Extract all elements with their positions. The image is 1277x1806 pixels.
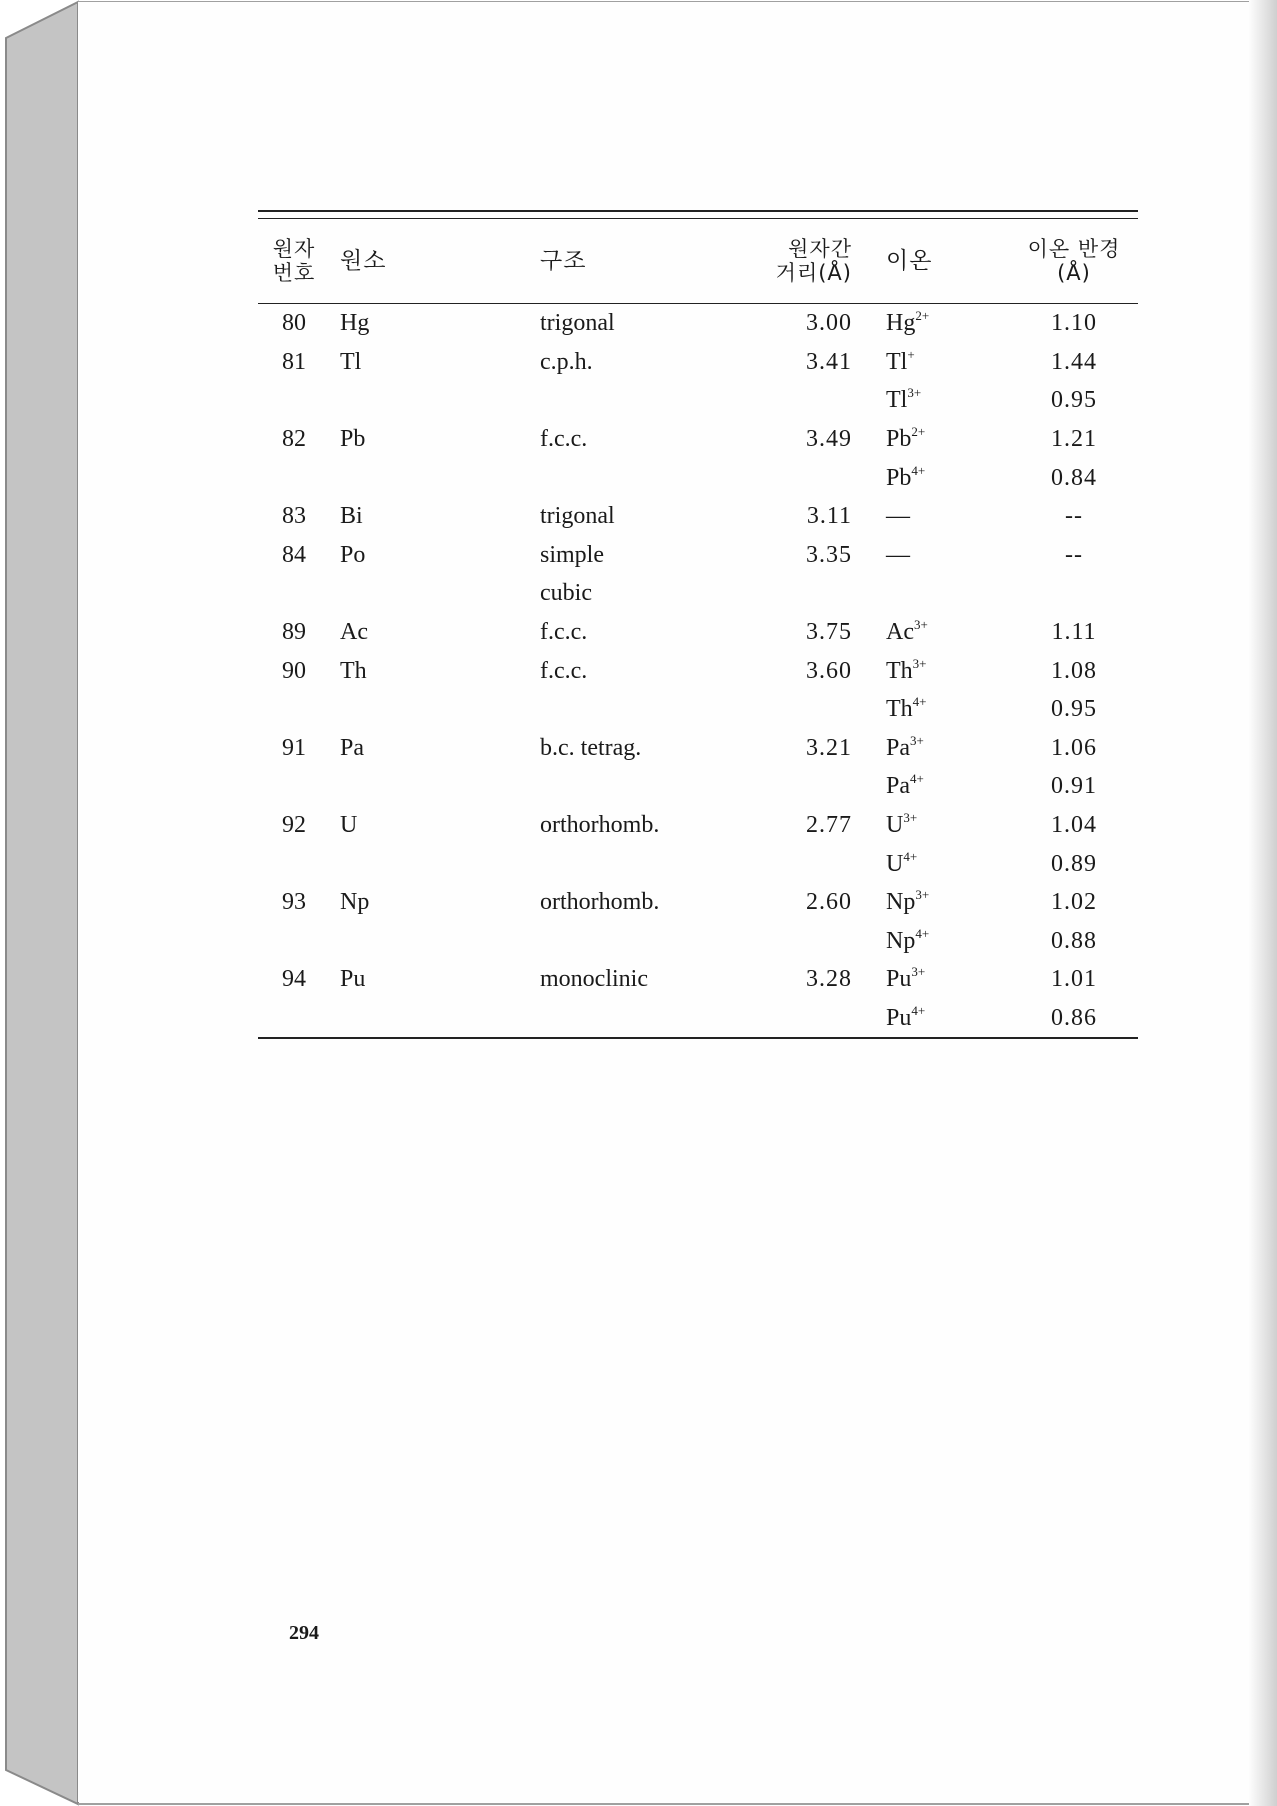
cell-ion [852,536,1006,575]
cell-ion [852,574,1006,613]
ion-symbol: Hg [886,310,916,337]
cell-element [330,767,540,806]
cell-distance [740,999,852,1038]
cell-element: Tl [340,348,362,375]
ion-symbol: Pa [886,734,910,761]
cell-ionic-radius: 0.91 [1051,773,1097,800]
page-edge-shadow [1249,0,1277,1806]
header-ion: 이온 [886,248,933,274]
ion-charge: 4+ [911,462,926,478]
cell-structure: c.p.h. [540,348,593,375]
ion-charge: 3+ [915,887,930,903]
cell-element: Ac [340,619,368,646]
table-row [258,574,1142,613]
cell-distance: 3.75 [806,619,852,646]
cell-element [330,458,540,497]
ion-symbol: Pb [886,426,912,453]
cell-structure [540,922,740,961]
cell-distance: 2.60 [806,889,852,916]
table-row [258,690,1142,729]
ion-symbol: Pb [886,464,912,491]
header-interatomic-distance [740,219,852,303]
cell-ion [852,381,1006,420]
cell-ionic-radius: 1.06 [1051,734,1097,761]
cell-structure: orthorhomb. [540,889,660,916]
header-atomic-number-line1: 원자 [272,237,316,261]
cell-element [330,690,540,729]
cell-ion [852,690,1006,729]
ion-charge: 3+ [910,732,924,748]
ion-symbol: Np [886,889,916,916]
ion-charge: + [907,346,915,362]
cell-distance: 3.11 [806,503,852,530]
table-row [258,343,1142,382]
header-atomic-number [258,219,330,303]
cell-element [330,999,540,1038]
cell-element [330,381,540,420]
element-data-table [258,210,1138,1039]
header-distance-line1: 원자간 [788,237,852,261]
cell-structure: trigonal [540,310,615,337]
table-row [258,304,1142,343]
cell-atomic-number: 93 [282,889,306,916]
table-row [258,381,1142,420]
cell-structure [540,844,740,883]
cell-element: U [340,812,358,839]
cell-structure: cubic [540,580,592,607]
ion-symbol: Tl [886,348,908,375]
header-distance-line2: 거리(Å) [775,261,852,285]
ion-charge: 4+ [910,771,924,787]
cell-ionic-radius: 1.04 [1051,812,1097,839]
cell-distance [740,381,852,420]
table-top-rule [258,210,1138,219]
cell-ion [852,343,1006,382]
cell-element: Pb [340,426,366,453]
ion-symbol: Pu [886,1004,912,1031]
table-header [258,219,1142,303]
data-table [258,219,1142,303]
ion-symbol: — [886,503,910,530]
cell-atomic-number: 92 [282,812,306,839]
cell-ion [852,729,1006,768]
cell-ionic-radius: -- [1065,541,1083,568]
cell-element: Np [340,889,370,916]
cell-ionic-radius [1006,574,1142,613]
cell-ionic-radius: 1.10 [1051,310,1097,337]
cell-atomic-number [258,767,330,806]
cell-element: Pu [340,966,366,993]
table-row [258,922,1142,961]
ion-symbol: Th [886,657,913,684]
cell-atomic-number: 89 [282,619,306,646]
cell-ionic-radius: -- [1065,503,1083,530]
cell-ion [852,883,1006,922]
cell-atomic-number [258,381,330,420]
ion-symbol: Np [886,927,916,954]
cell-atomic-number: 81 [282,348,306,375]
cell-ionic-radius: 0.84 [1051,464,1097,491]
cell-distance: 3.41 [806,348,852,375]
cell-element [330,574,540,613]
table-bottom-rule [258,1037,1138,1039]
cell-distance: 3.60 [806,657,852,684]
table-row [258,613,1142,652]
cell-ion [852,806,1006,845]
cell-ionic-radius: 0.95 [1051,387,1097,414]
cell-structure: b.c. tetrag. [540,734,642,761]
page-number: 294 [289,1622,319,1644]
cell-distance [740,458,852,497]
header-ionic-radius [1006,219,1142,303]
cell-distance [740,574,852,613]
header-structure: 구조 [540,248,587,274]
cell-element: Bi [340,503,363,530]
cell-atomic-number [258,844,330,883]
ion-symbol: Pa [886,773,910,800]
cell-ion [852,613,1006,652]
cell-ion [852,999,1006,1038]
cell-distance [740,767,852,806]
cell-element: Po [340,541,366,568]
cell-atomic-number: 84 [282,541,306,568]
table-row [258,960,1142,999]
table-row [258,806,1142,845]
cell-element: Hg [340,310,370,337]
cell-ionic-radius: 1.01 [1051,966,1097,993]
cell-distance [740,844,852,883]
cell-distance [740,922,852,961]
ion-symbol: — [886,541,910,568]
cell-structure [540,767,740,806]
ion-charge: 3+ [911,964,926,980]
cell-structure: trigonal [540,503,615,530]
table-row [258,729,1142,768]
cell-atomic-number [258,574,330,613]
table-row [258,458,1142,497]
table-row [258,420,1142,459]
data-table-body [258,304,1142,1037]
ion-charge: 2+ [911,424,926,440]
ion-charge: 3+ [913,617,928,633]
ion-symbol: Ac [886,619,914,646]
cell-ion [852,458,1006,497]
cell-atomic-number: 94 [282,966,306,993]
cell-distance: 3.28 [806,966,852,993]
ion-symbol: U [886,850,904,877]
cell-structure: orthorhomb. [540,812,660,839]
cell-structure: monoclinic [540,966,648,993]
table-body [258,304,1142,1037]
ion-charge: 2+ [915,308,930,324]
cell-ion [852,767,1006,806]
cell-ion [852,960,1006,999]
cell-atomic-number [258,458,330,497]
cell-element: Th [340,657,367,684]
cell-structure: f.c.c. [540,657,588,684]
cell-element [330,844,540,883]
cell-atomic-number: 90 [282,657,306,684]
cell-ionic-radius: 0.86 [1051,1004,1097,1031]
cell-distance: 2.77 [806,812,852,839]
ion-charge: 4+ [912,694,927,710]
cell-ionic-radius: 1.02 [1051,889,1097,916]
cell-ionic-radius: 1.11 [1051,619,1097,646]
cell-distance: 3.49 [806,426,852,453]
cell-ion [852,420,1006,459]
cell-ionic-radius: 0.88 [1051,927,1097,954]
header-atomic-number-line2: 번호 [272,261,316,285]
table-row [258,651,1142,690]
table-row [258,767,1142,806]
cell-atomic-number: 83 [282,503,306,530]
ion-symbol: Pu [886,966,912,993]
ion-charge: 3+ [907,385,922,401]
cell-element: Pa [340,734,364,761]
cell-structure [540,690,740,729]
header-element: 원소 [340,248,387,274]
cell-structure [540,381,740,420]
cell-distance: 3.21 [806,734,852,761]
cell-distance [740,690,852,729]
ion-charge: 4+ [911,1002,926,1018]
table-row [258,844,1142,883]
header-ionic-radius-line2: (Å) [1057,261,1091,285]
cell-ion [852,651,1006,690]
cell-structure [540,458,740,497]
cell-atomic-number [258,690,330,729]
header-ionic-radius-line1: 이온 반경 [1027,237,1121,261]
cell-atomic-number: 91 [282,734,306,761]
cell-structure: simple [540,541,604,568]
cell-ionic-radius: 1.44 [1051,348,1097,375]
cell-ionic-radius: 0.89 [1051,850,1097,877]
ion-charge: 3+ [903,810,918,826]
ion-charge: 4+ [903,848,918,864]
table-row [258,497,1142,536]
cell-ion [852,922,1006,961]
cell-ion [852,844,1006,883]
cell-atomic-number: 80 [282,310,306,337]
cell-element [330,922,540,961]
cell-structure: f.c.c. [540,426,588,453]
ion-charge: 4+ [915,925,930,941]
cell-ion [852,497,1006,536]
cell-ionic-radius: 1.21 [1051,426,1097,453]
cell-distance: 3.00 [806,310,852,337]
cell-distance: 3.35 [806,541,852,568]
ion-symbol: U [886,812,904,839]
cell-atomic-number [258,922,330,961]
table-row [258,883,1142,922]
table-row [258,536,1142,575]
cell-atomic-number [258,999,330,1038]
cell-ionic-radius: 0.95 [1051,696,1097,723]
ion-symbol: Th [886,696,913,723]
cell-ion [852,304,1006,343]
cell-structure [540,999,740,1038]
cell-atomic-number: 82 [282,426,306,453]
ion-symbol: Tl [886,387,908,414]
ion-charge: 3+ [912,655,927,671]
cell-ionic-radius: 1.08 [1051,657,1097,684]
cell-structure: f.c.c. [540,619,588,646]
table-row [258,999,1142,1038]
